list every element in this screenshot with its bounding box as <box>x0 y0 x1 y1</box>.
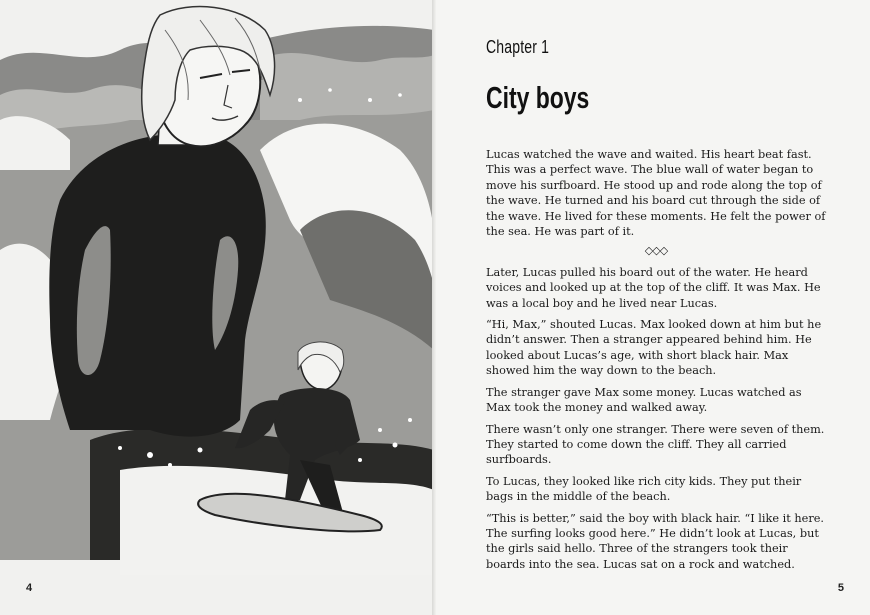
chapter-title: City boys <box>486 80 590 115</box>
page-number-right: 5 <box>837 582 844 594</box>
paragraph: “Hi, Max,” shouted Lucas. Max looked down at him but he didn’t answer. Then a stranger appeared behind him. He looked about Lucas’s age, with short black hair. Max showed him the way down to the beach. <box>486 318 822 378</box>
surfer-illustration-icon <box>0 0 434 575</box>
right-page <box>436 0 870 615</box>
section-divider: ◇◇◇ <box>644 244 668 258</box>
chapter-label: Chapter 1 <box>486 37 550 57</box>
chapter-text <box>486 147 826 578</box>
paragraph: The stranger gave Max some money. Lucas watched as Max took the money and walked away. <box>486 385 802 415</box>
paragraph: “This is better,” said the boy with black hair. “I like it here. The surfing looks good here.” He didn’t look at Lucas, but the girls said hello. Three of the strangers took their boards into the sea. Lucas sat on a rock and watched. <box>486 511 825 571</box>
paragraph: Lucas watched the wave and waited. His heart beat fast. This was a perfect wave. The blue wall of water began to move his surfboard. He stood up and rode along the top of the wave. He turned and his board cut through the side of the wave. He lived for these moments. He felt the power of the sea. He was part of it. <box>486 148 826 239</box>
paragraph: Later, Lucas pulled his board out of the water. He heard voices and looked up at the top of the cliff. It was Max. He was a local boy and he lived near Lucas. <box>486 265 821 310</box>
paragraph: To Lucas, they looked like rich city kids. They put their bags in the middle of the beach. <box>486 474 802 504</box>
paragraph: There wasn’t only one stranger. There were seven of them. They started to come down the cliff. They all carried surfboards. <box>486 422 825 467</box>
page-number-left: 4 <box>26 582 33 594</box>
